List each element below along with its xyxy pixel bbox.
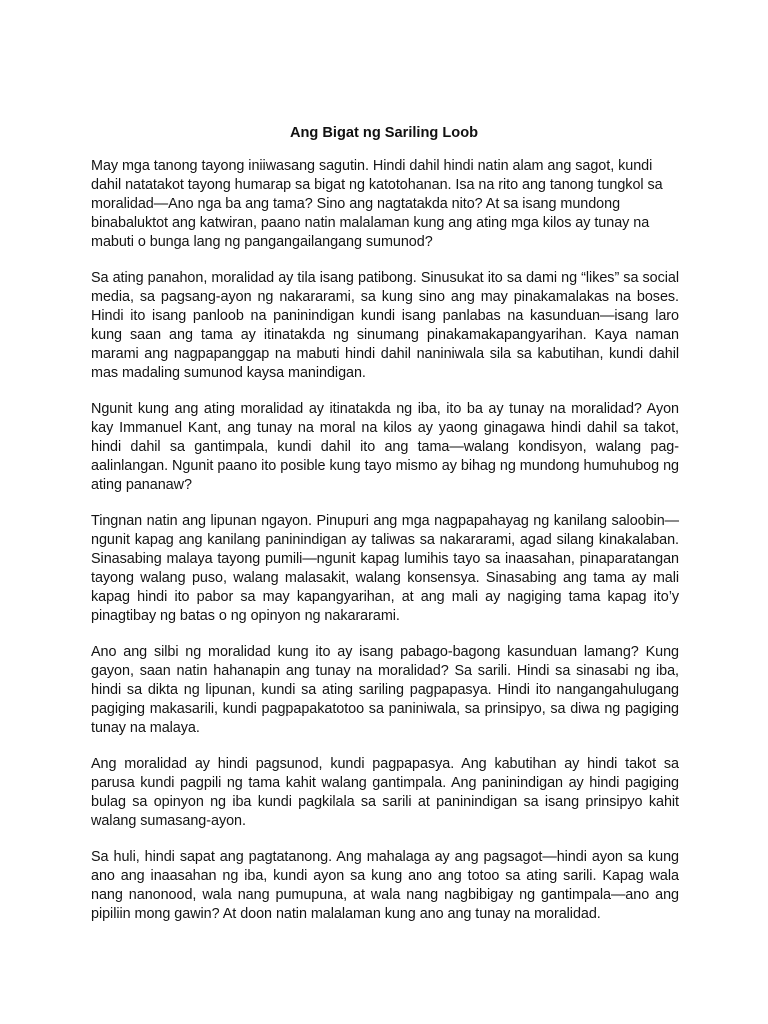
paragraph-4: Tingnan natin ang lipunan ngayon. Pinupuri ang mga nagpapahayag ng kanilang saloobin—ngunit kapag ang kanilang paninindigan ay taliwas sa nakararami, agad silang kinakalaban. Sinasabing malaya tayong pumili—ngunit kapag lumihis tayo sa inaasahan, pinaparatangan tayong walang puso, walang malasakit, walang konsensya. Sinasabing ang tama ay mali kapag hindi ito pabor sa may kapangyarihan, at ang mali ay nagiging tama kapag ito’y pinagtibay ng batas o ng opinyon ng nakararami. xyxy=(91,513,679,624)
paragraph-1: May mga tanong tayong iniiwasang sagutin. Hindi dahil hindi natin alam ang sagot, kundi dahil natatakot tayong humarap sa bigat ng katotohanan. Isa na rito ang tanong tungkol sa moralidad—Ano nga ba ang tama? Sino ang nagtatakda nito? At sa isang mundong binabaluktot ang katwiran, paano natin malalaman kung ang ating mga kilos ay tunay na mabuti o bunga lang ng pangangailangang sumunod? xyxy=(91,158,663,250)
paragraph-2: Sa ating panahon, moralidad ay tila isang patibong. Sinusukat ito sa dami ng “likes” sa social media, sa pagsang-ayon ng nakararami, sa kung sino ang may pinakamalakas na boses. Hindi ito isang panloob na paninindigan kundi isang panlabas na kasunduan—isang laro kung saan ang tama ay itinatakda ng sinumang pinakamakapangyarihan. Kaya naman marami ang nagpapanggap na mabuti hindi dahil naniniwala sila sa kabutihan, kundi dahil mas madaling sumunod kaysa manindigan. xyxy=(91,270,679,381)
paragraph-3: Ngunit kung ang ating moralidad ay itinatakda ng iba, ito ba ay tunay na moralidad? Ayon kay Immanuel Kant, ang tunay na moral na kilos ay yaong ginagawa hindi dahil sa takot, hindi dahil sa gantimpala, kundi dahil ito ang tama—walang kondisyon, walang pag-aalinlangan. Ngunit paano ito posible kung tayo mismo ay bihag ng mundong humuhubog ng ating pananaw? xyxy=(91,401,679,493)
document-title: Ang Bigat ng Sariling Loob xyxy=(289,125,479,141)
paragraph-7: Sa huli, hindi sapat ang pagtatanong. Ang mahalaga ay ang pagsagot—hindi ayon sa kung ano ang inaasahan ng iba, kundi ayon sa kung ano ang totoo sa ating sarili. Kapag wala nang nanonood, wala nang pumupuna, at wala nang nagbibigay ng gantimpala—ano ang pipiliin mong gawin? At doon natin malalaman kung ano ang tunay na moralidad. xyxy=(91,849,679,922)
paragraph-5: Ano ang silbi ng moralidad kung ito ay isang pabago-bagong kasunduan lamang? Kung gayon, saan natin hahanapin ang tunay na moralidad? Sa sarili. Hindi sa sinasabi ng iba, hindi sa dikta ng lipunan, kundi sa ating sariling pagpapasya. Hindi ito nangangahulugang pagiging makasarili, kundi pagpapakatotoo sa paniniwala, sa prinsipyo, sa diwa ng pagiging tunay na malaya. xyxy=(91,644,679,736)
document-body xyxy=(91,157,679,924)
paragraph-6: Ang moralidad ay hindi pagsunod, kundi pagpapasya. Ang kabutihan ay hindi takot sa parusa kundi pagpili ng tama kahit walang gantimpala. Ang paninindigan ay hindi pagiging bulag sa opinyon ng iba kundi pagkilala sa sarili at paninindigan sa isang prinsipyo kahit walang sumasang-ayon. xyxy=(91,756,679,829)
